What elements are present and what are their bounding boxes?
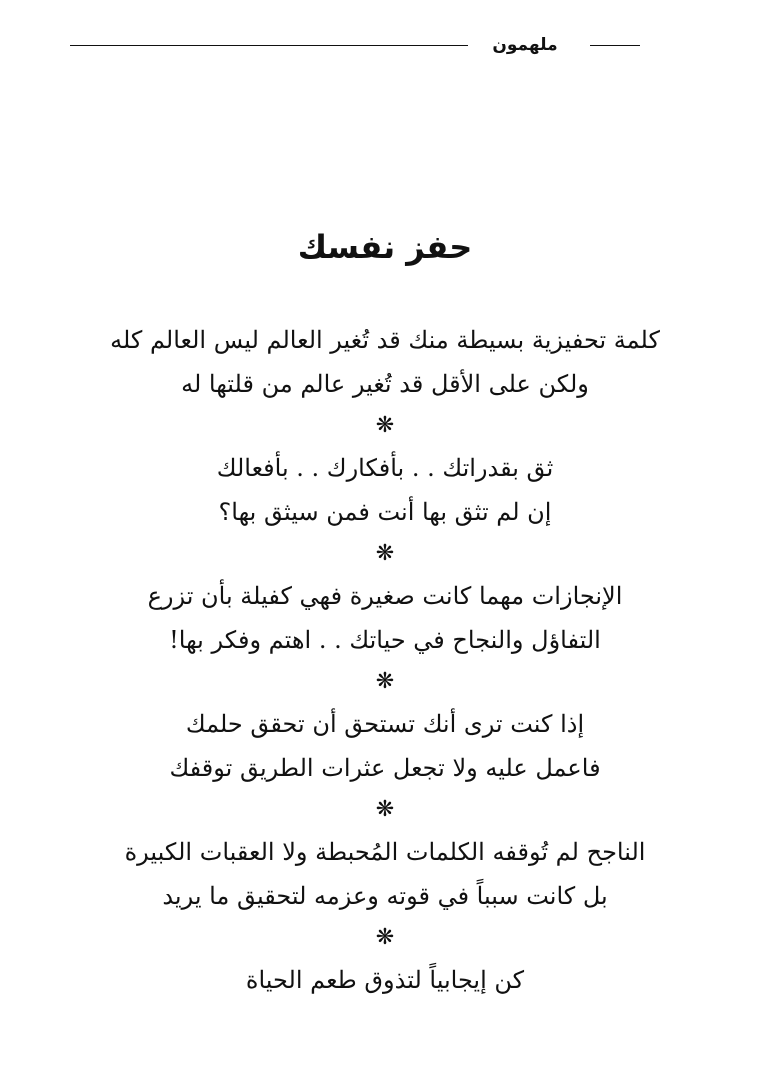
text-line: ثق بقدراتك . . بأفكارك . . بأفعالك (216, 454, 554, 482)
header-rule-right (590, 45, 640, 46)
text-line: كلمة تحفيزية بسيطة منك قد تُغير العالم ليس العالم كله (110, 326, 660, 354)
text-line: الناجح لم تُوقفه الكلمات المُحبطة ولا العقبات الكبيرة (124, 838, 646, 866)
stanza-4 (60, 702, 710, 790)
stanza-6 (60, 958, 710, 1002)
text-line: الإنجازات مهما كانت صغيرة فهي كفيلة بأن تزرع (147, 582, 623, 610)
text-line: ولكن على الأقل قد تُغير عالم من قلتها له (181, 370, 589, 398)
asterism-separator: ❋ (375, 669, 395, 694)
page-title: حفز نفسك (297, 228, 473, 266)
text-line: إذا كنت ترى أنك تستحق أن تحقق حلمك (185, 710, 585, 738)
running-header (70, 30, 698, 60)
asterism-separator: ❋ (375, 797, 395, 822)
text-line: التفاؤل والنجاح في حياتك . . اهتم وفكر بها! (169, 626, 601, 654)
asterism-separator: ❋ (375, 541, 395, 566)
stanza-3 (60, 574, 710, 662)
asterism-separator: ❋ (375, 413, 395, 438)
header-rule-left (70, 45, 468, 46)
stanza-2 (60, 446, 710, 534)
article-body (60, 318, 710, 1002)
stanza-5 (60, 830, 710, 918)
text-line: بل كانت سبباً في قوته وعزمه لتحقيق ما يريد (162, 882, 608, 910)
text-line: إن لم تثق بها أنت فمن سيثق بها؟ (218, 498, 552, 526)
text-line: كن إيجابياً لتذوق طعم الحياة (245, 966, 525, 994)
text-line: فاعمل عليه ولا تجعل عثرات الطريق توقفك (169, 754, 601, 782)
asterism-separator: ❋ (375, 925, 395, 950)
stanza-1 (60, 318, 710, 406)
running-header-title: ملهمون (492, 35, 558, 55)
